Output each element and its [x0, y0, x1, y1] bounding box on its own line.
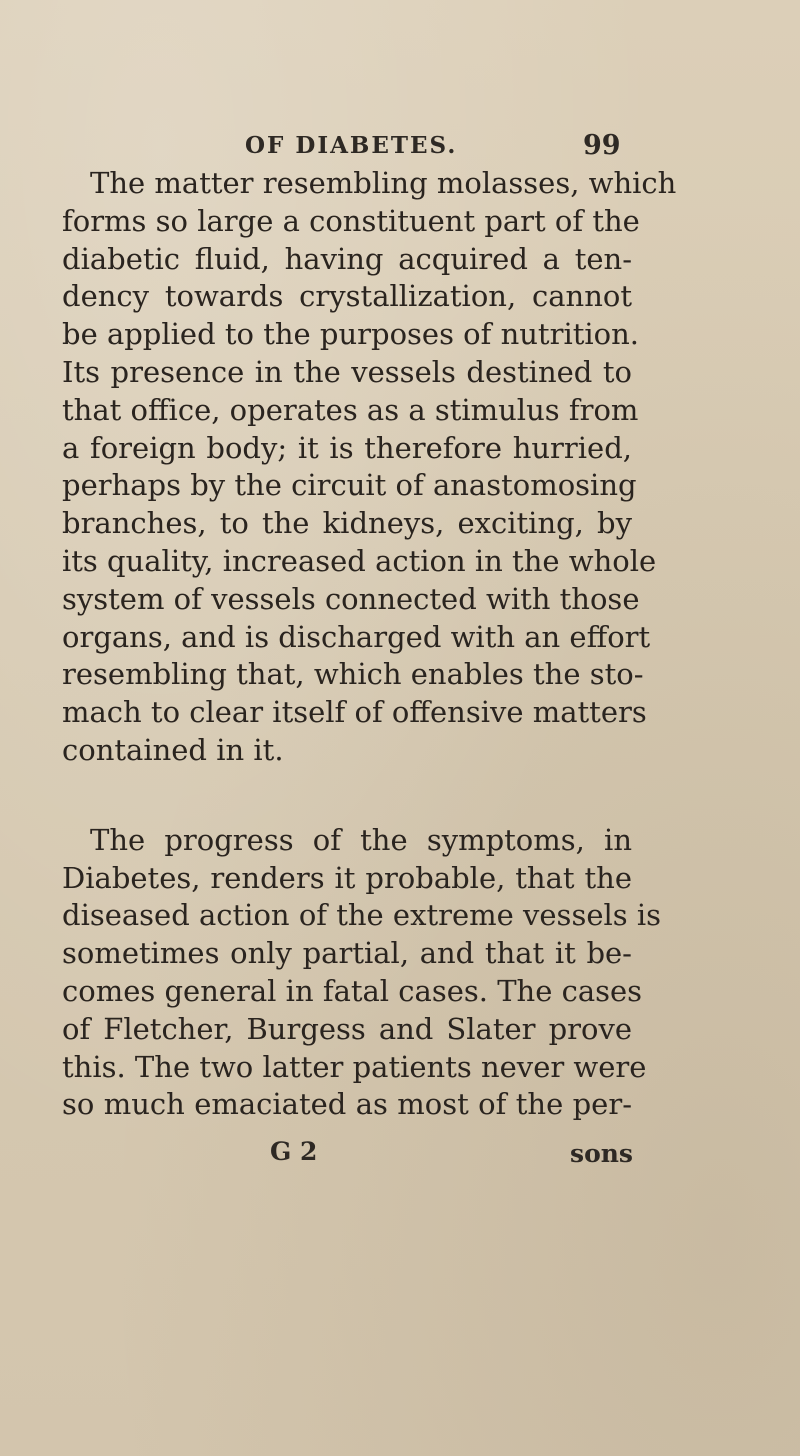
text-line: dency towards crystallization, cannot: [62, 279, 632, 314]
text-line: its quality, increased action in the whole: [62, 543, 657, 578]
catchword: sons: [570, 1139, 634, 1168]
paragraph-gap: [62, 770, 632, 822]
text-line: Its presence in the vessels destined to: [62, 354, 632, 389]
text-line: so much emaciated as most of the per-: [62, 1087, 632, 1122]
page-header: [0, 132, 800, 168]
text-line: The progress of the symptoms, in: [90, 822, 632, 857]
text-line: system of vessels connected with those: [62, 581, 640, 616]
text-line: diabetic fluid, having acquired a ten-: [62, 241, 632, 276]
text-line: be applied to the purposes of nutrition.: [62, 317, 640, 352]
text-line: that office, operates as a stimulus from: [62, 392, 639, 427]
page-number: 99: [583, 130, 621, 161]
paragraph: [62, 165, 677, 770]
text-line: organs, and is discharged with an effort: [62, 619, 651, 654]
text-line: sometimes only partial, and that it be-: [62, 936, 632, 971]
running-head: OF DIABETES.: [245, 132, 458, 159]
text-line: mach to clear itself of offensive matters: [62, 695, 647, 730]
text-line: branches, to the kidneys, exciting, by: [62, 506, 632, 541]
text-line: Diabetes, renders it probable, that the: [62, 860, 632, 895]
text-line: a foreign body; it is therefore hurried,: [62, 430, 632, 465]
text-line: comes general in fatal cases. The cases: [62, 973, 643, 1008]
body-text: [62, 165, 677, 1124]
text-line: diseased action of the extreme vessels is: [62, 898, 662, 933]
paragraph: [62, 822, 662, 1124]
text-line: contained in it.: [62, 732, 284, 767]
text-line: resembling that, which enables the sto-: [62, 657, 644, 692]
text-line: perhaps by the circuit of anastomosing: [62, 468, 637, 503]
text-line: of Fletcher, Burgess and Slater prove: [62, 1011, 632, 1046]
text-line: The matter resembling molasses, which: [90, 166, 677, 200]
signature-mark: G 2: [270, 1137, 318, 1166]
text-line: this. The two latter patients never were: [62, 1049, 647, 1084]
text-line: forms so large a constituent part of the: [62, 203, 640, 238]
